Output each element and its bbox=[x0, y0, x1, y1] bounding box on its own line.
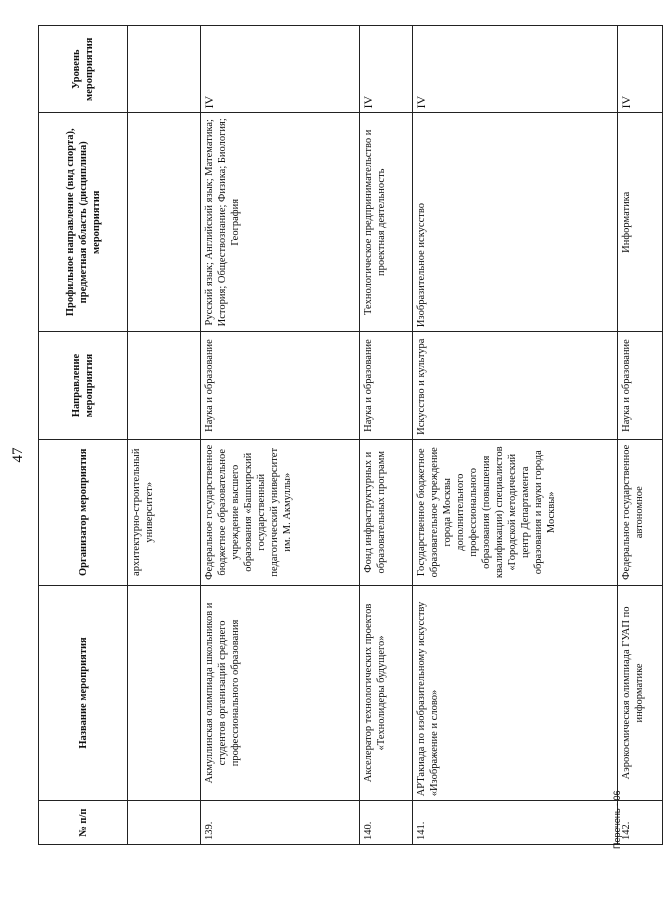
events-table bbox=[38, 25, 663, 845]
table-row-continuation bbox=[128, 26, 201, 845]
cell-name: Акселератор технологических проектов «Технолидеры будущего» bbox=[360, 585, 413, 801]
cell-direction: Наука и образование bbox=[618, 332, 663, 440]
cell-num: 140. bbox=[360, 801, 413, 845]
header-organizer: Организатор мероприятия bbox=[39, 439, 128, 585]
footer-note: Перечень - 06 bbox=[612, 790, 622, 849]
cell-name: АРТакиада по изобразительному искусству «Изображение и слово» bbox=[413, 585, 618, 801]
cell-level: IV bbox=[618, 26, 663, 113]
cell-direction: Наука и образование bbox=[360, 332, 413, 440]
cell-level: IV bbox=[360, 26, 413, 113]
cell-direction: Наука и образование bbox=[201, 332, 360, 440]
cell-level bbox=[128, 26, 201, 113]
cell-num: 139. bbox=[201, 801, 360, 845]
cell-num bbox=[128, 801, 201, 845]
header-profile: Профильное направление (вид спорта), предметная область (дисциплина) мероприятия bbox=[39, 113, 128, 332]
table-row bbox=[360, 26, 413, 845]
cell-organizer: архитектурно-строительный университет» bbox=[128, 439, 201, 585]
header-level: Уровень мероприятия bbox=[39, 26, 128, 113]
cell-name: Аэрокосмическая олимпиада ГУАП по информатике bbox=[618, 585, 663, 801]
page-number: 47 bbox=[10, 447, 26, 463]
cell-num: 142. bbox=[618, 801, 663, 845]
cell-name bbox=[128, 585, 201, 801]
cell-organizer: Государственное бюджетное образовательное учреждение города Москвы дополнительного профессионального образования (повышения квалификации) специалистов «Городской методический центр Департамента образования и науки города Москвы» bbox=[413, 439, 618, 585]
table-row bbox=[201, 26, 360, 845]
cell-direction: Искусство и культура bbox=[413, 332, 618, 440]
cell-profile: Русский язык; Английский язык; Математика; История; Обществознание; Физика; Биология; География bbox=[201, 113, 360, 332]
cell-level: IV bbox=[413, 26, 618, 113]
table-header-row bbox=[39, 26, 128, 845]
cell-direction bbox=[128, 332, 201, 440]
header-direction: Направление мероприятия bbox=[39, 332, 128, 440]
cell-organizer: Федеральное государственное бюджетное образовательное учреждение высшего образования «Башкирский государственный педагогический университет им. М. Акмуллы» bbox=[201, 439, 360, 585]
cell-num: 141. bbox=[413, 801, 618, 845]
cell-organizer: Федеральное государственное автономное bbox=[618, 439, 663, 585]
table-row bbox=[413, 26, 618, 845]
cell-organizer: Фонд инфраструктурных и образовательных программ bbox=[360, 439, 413, 585]
header-name: Название мероприятия bbox=[39, 585, 128, 801]
cell-profile bbox=[128, 113, 201, 332]
header-num: № п/п bbox=[39, 801, 128, 845]
cell-profile: Технологическое предпринимательство и проектная деятельность bbox=[360, 113, 413, 332]
cell-name: Акмуллинская олимпиада школьников и студентов организаций среднего профессионального образования bbox=[201, 585, 360, 801]
cell-level: IV bbox=[201, 26, 360, 113]
cell-profile: Изобразительное искусство bbox=[413, 113, 618, 332]
cell-profile: Информатика bbox=[618, 113, 663, 332]
table-row bbox=[618, 26, 663, 845]
